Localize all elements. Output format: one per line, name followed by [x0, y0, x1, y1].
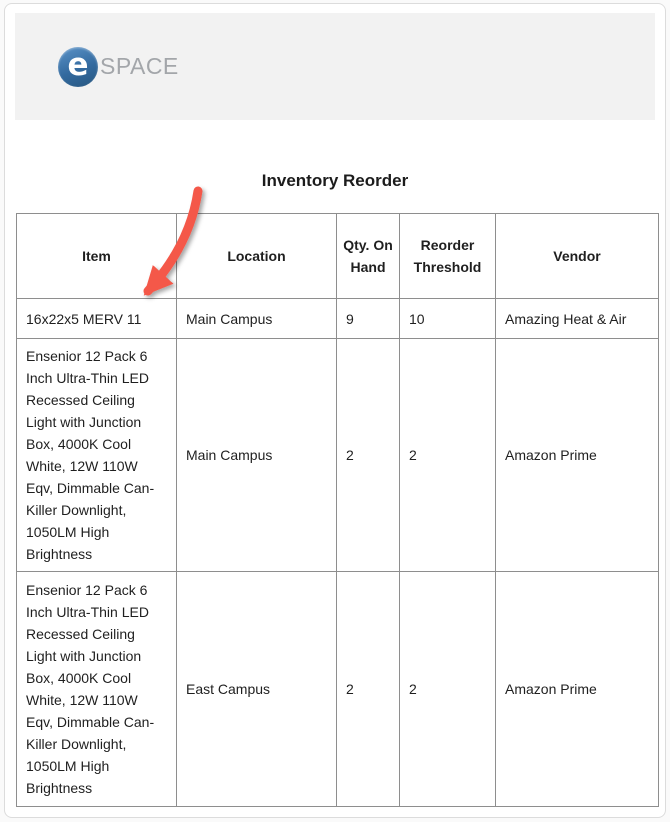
cell-location: Main Campus [177, 299, 337, 339]
espace-logo-icon [58, 47, 98, 87]
header-reorder-threshold: Reorder Threshold [400, 214, 496, 299]
cell-reorder-threshold: 10 [400, 299, 496, 339]
header-item: Item [17, 214, 177, 299]
table-row [17, 572, 659, 807]
espace-logo [58, 47, 179, 87]
table-row [17, 339, 659, 572]
cell-vendor: Amazing Heat & Air [496, 299, 659, 339]
logo-band [15, 13, 655, 120]
header-location: Location [177, 214, 337, 299]
cell-location: Main Campus [177, 339, 337, 572]
cell-vendor: Amazon Prime [496, 339, 659, 572]
header-vendor: Vendor [496, 214, 659, 299]
cell-reorder-threshold: 2 [400, 572, 496, 807]
cell-item: Ensenior 12 Pack 6 Inch Ultra-Thin LED Recessed Ceiling Light with Junction Box, 4000K Cool White, 12W 110W Eqv, Dimmable Can-Killer Downlight, 1050LM High Brightness [17, 339, 177, 572]
cell-item: 16x22x5 MERV 11 [17, 299, 177, 339]
table-row [17, 299, 659, 339]
cell-qty-on-hand: 9 [337, 299, 400, 339]
logo-wordmark: SPACE [100, 53, 179, 79]
cell-reorder-threshold: 2 [400, 339, 496, 572]
cell-location: East Campus [177, 572, 337, 807]
logo-circle-letter: e [67, 46, 89, 83]
cell-vendor: Amazon Prime [496, 572, 659, 807]
email-card [4, 3, 666, 818]
inventory-reorder-table [16, 213, 659, 807]
cell-qty-on-hand: 2 [337, 572, 400, 807]
header-qty-on-hand: Qty. On Hand [337, 214, 400, 299]
page-title: Inventory Reorder [261, 171, 409, 190]
cell-item: Ensenior 12 Pack 6 Inch Ultra-Thin LED Recessed Ceiling Light with Junction Box, 4000K Cool White, 12W 110W Eqv, Dimmable Can-Killer Downlight, 1050LM High Brightness [17, 572, 177, 807]
table-header-row [17, 214, 659, 299]
cell-qty-on-hand: 2 [337, 339, 400, 572]
